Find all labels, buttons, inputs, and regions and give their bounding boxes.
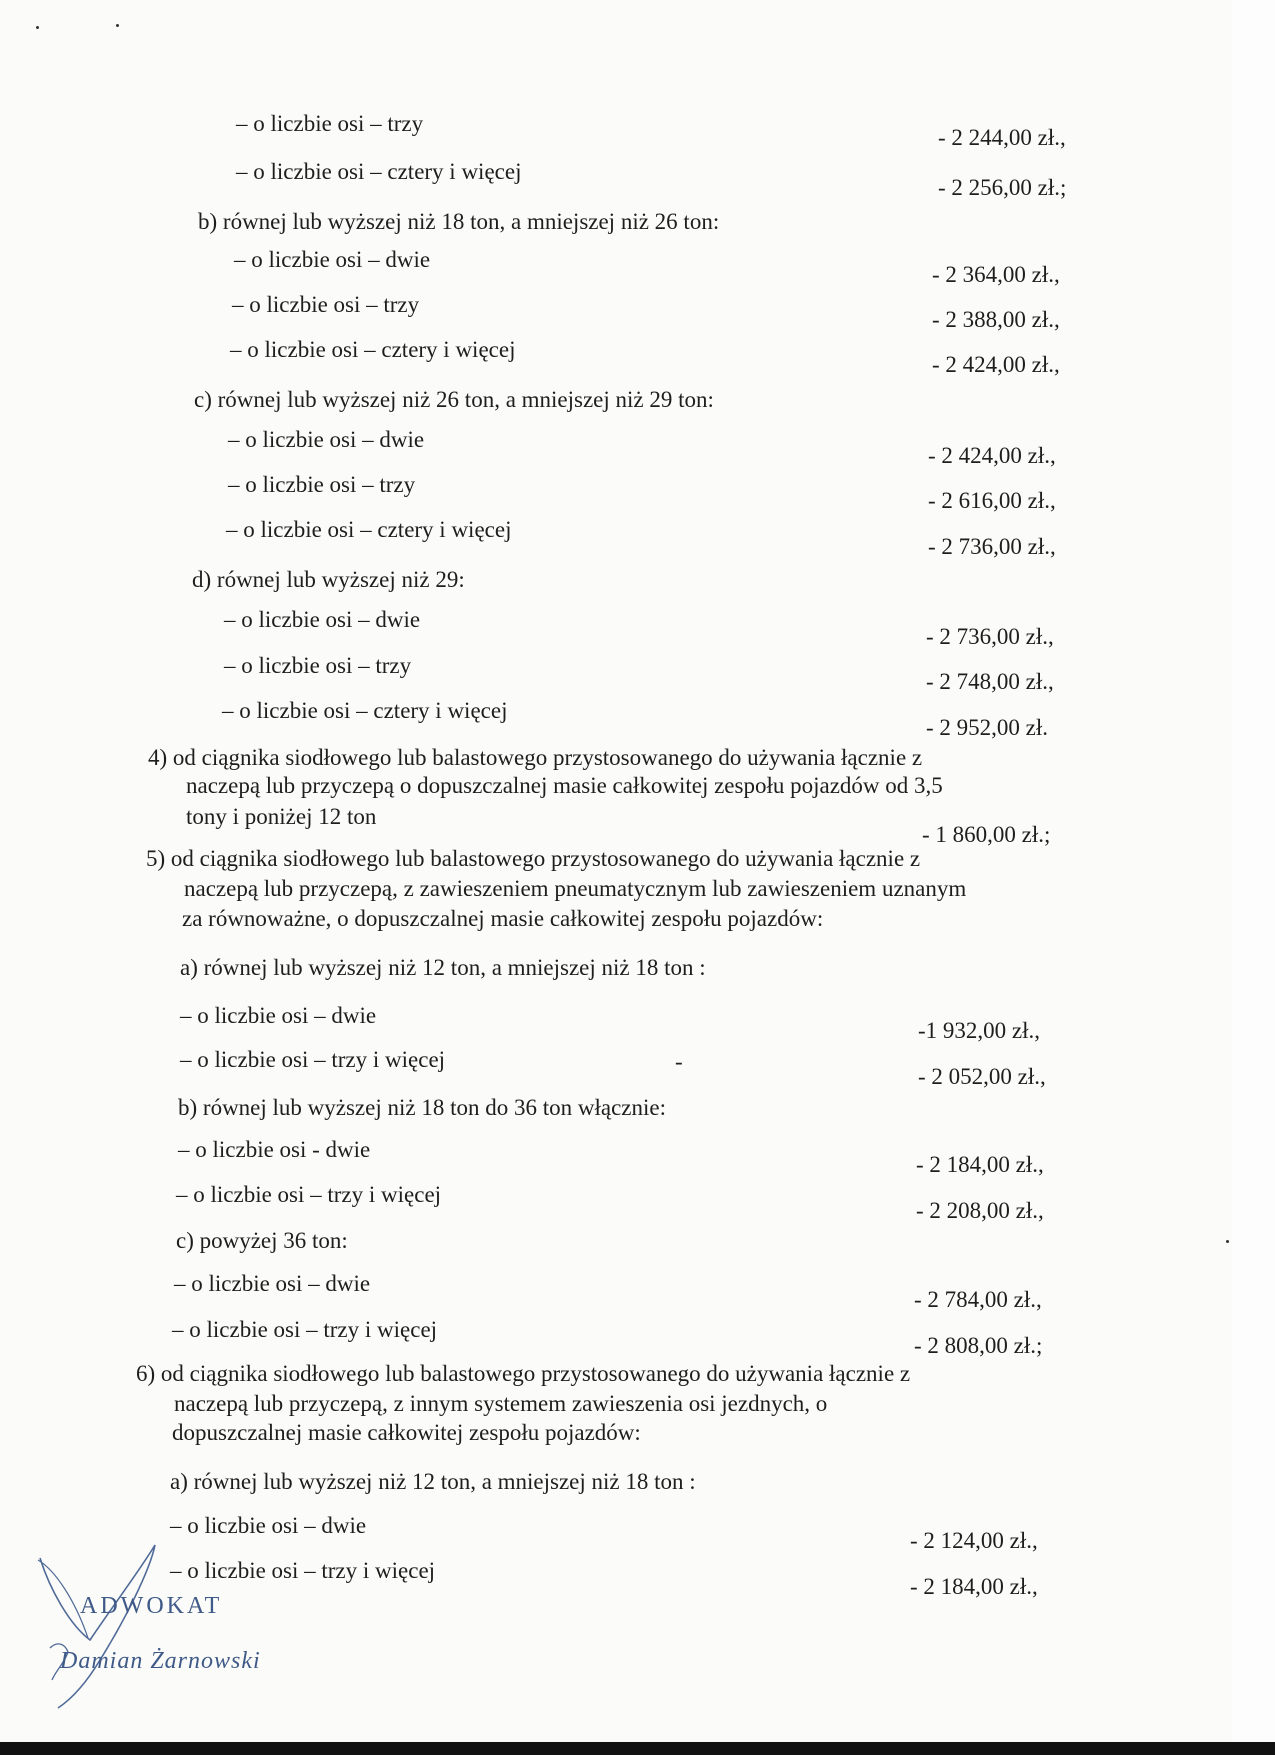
- text-line: c) równej lub wyższej niż 26 ton, a mniejszej niż 29 ton:: [194, 387, 714, 412]
- text-line: – o liczbie osi – dwie: [170, 1513, 367, 1538]
- text-line: d) równej lub wyższej niż 29:: [192, 567, 465, 592]
- text-line: – o liczbie osi – trzy: [224, 653, 412, 678]
- text-line: b) równej lub wyższej niż 18 ton do 36 ton włącznie:: [178, 1095, 666, 1120]
- amount: - 2 808,00 zł.;: [914, 1333, 1043, 1358]
- amount: - 2 736,00 zł.,: [926, 624, 1054, 649]
- stamp-title: ADWOKAT: [80, 1593, 223, 1619]
- amount: - 2 388,00 zł.,: [932, 307, 1060, 332]
- text-line: – o liczbie osi – cztery i więcej: [226, 517, 512, 542]
- text-line: b) równej lub wyższej niż 18 ton, a mniejszej niż 26 ton:: [198, 209, 720, 234]
- amount: - 2 208,00 zł.,: [916, 1198, 1044, 1223]
- amount: - 2 424,00 zł.,: [928, 443, 1056, 468]
- text-line: 5) od ciągnika siodłowego lub balastowego przystosowanego do używania łącznie z: [146, 846, 921, 871]
- text-line: 6) od ciągnika siodłowego lub balastowego przystosowanego do używania łącznie z: [136, 1361, 911, 1386]
- amount: - 2 748,00 zł.,: [926, 669, 1054, 694]
- text-line: – o liczbie osi – cztery i więcej: [230, 337, 516, 362]
- signature-stamp: [30, 1530, 270, 1710]
- amount: - 2 424,00 zł.,: [932, 352, 1060, 377]
- text-line: – o liczbie osi – trzy: [228, 472, 416, 497]
- amount: - 2 052,00 zł.,: [918, 1064, 1046, 1089]
- text-line: c) powyżej 36 ton:: [176, 1228, 348, 1253]
- amount: - 2 256,00 zł.;: [938, 175, 1067, 200]
- text-line: – o liczbie osi – trzy i więcej: [180, 1047, 446, 1072]
- text-line: za równoważne, o dopuszczalnej masie całkowitej zespołu pojazdów:: [182, 906, 824, 931]
- scanner-edge: [0, 1742, 1275, 1755]
- amount: - 2 364,00 zł.,: [932, 262, 1060, 287]
- amount: - 2 952,00 zł.: [926, 715, 1049, 740]
- stray-dash: -: [675, 1049, 683, 1074]
- amount: - 2 184,00 zł.,: [910, 1574, 1038, 1599]
- amount: - 2 616,00 zł.,: [928, 488, 1056, 513]
- amount: - 2 184,00 zł.,: [916, 1152, 1044, 1177]
- amount: - 2 244,00 zł.,: [938, 125, 1066, 150]
- text-line: naczepą lub przyczepą o dopuszczalnej masie całkowitej zespołu pojazdów od 3,5: [186, 773, 943, 798]
- amount: - 2 784,00 zł.,: [914, 1287, 1042, 1312]
- text-line: a) równej lub wyższej niż 12 ton, a mniejszej niż 18 ton :: [180, 955, 706, 980]
- text-line: – o liczbie osi - dwie: [178, 1137, 371, 1162]
- scan-speck: [36, 26, 39, 29]
- text-line: naczepą lub przyczepą, z zawieszeniem pneumatycznym lub zawieszeniem uznanym: [184, 876, 967, 901]
- scan-speck: [116, 24, 119, 27]
- scan-speck: [1226, 1240, 1229, 1243]
- text-line: – o liczbie osi – dwie: [174, 1271, 371, 1296]
- text-line: – o liczbie osi – trzy: [236, 111, 424, 136]
- text-line: – o liczbie osi – dwie: [224, 607, 421, 632]
- text-line: tony i poniżej 12 ton: [186, 804, 377, 829]
- text-line: – o liczbie osi – trzy: [232, 292, 420, 317]
- amount: - 2 124,00 zł.,: [910, 1528, 1038, 1553]
- stamp-name: Damian Żarnowski: [60, 1648, 261, 1674]
- amount: -1 932,00 zł.,: [918, 1018, 1041, 1043]
- amount: - 1 860,00 zł.;: [922, 822, 1051, 847]
- text-line: – o liczbie osi – cztery i więcej: [236, 159, 522, 184]
- text-line: – o liczbie osi – trzy i więcej: [172, 1317, 438, 1342]
- text-line: – o liczbie osi – cztery i więcej: [222, 698, 508, 723]
- text-line: naczepą lub przyczepą, z innym systemem zawieszenia osi jezdnych, o: [174, 1391, 828, 1416]
- scanner-edge: [1232, 0, 1275, 1755]
- signature-stroke: [40, 1545, 155, 1708]
- text-line: 4) od ciągnika siodłowego lub balastowego przystosowanego do używania łącznie z: [148, 745, 923, 770]
- amount: - 2 736,00 zł.,: [928, 534, 1056, 559]
- text-line: – o liczbie osi – trzy i więcej: [176, 1182, 442, 1207]
- text-line: a) równej lub wyższej niż 12 ton, a mniejszej niż 18 ton :: [170, 1469, 696, 1494]
- text-line: – o liczbie osi – dwie: [234, 247, 431, 272]
- text-line: – o liczbie osi – dwie: [228, 427, 425, 452]
- text-line: – o liczbie osi – trzy i więcej: [170, 1558, 436, 1583]
- text-line: dopuszczalnej masie całkowitej zespołu pojazdów:: [172, 1420, 641, 1445]
- text-line: – o liczbie osi – dwie: [180, 1003, 377, 1028]
